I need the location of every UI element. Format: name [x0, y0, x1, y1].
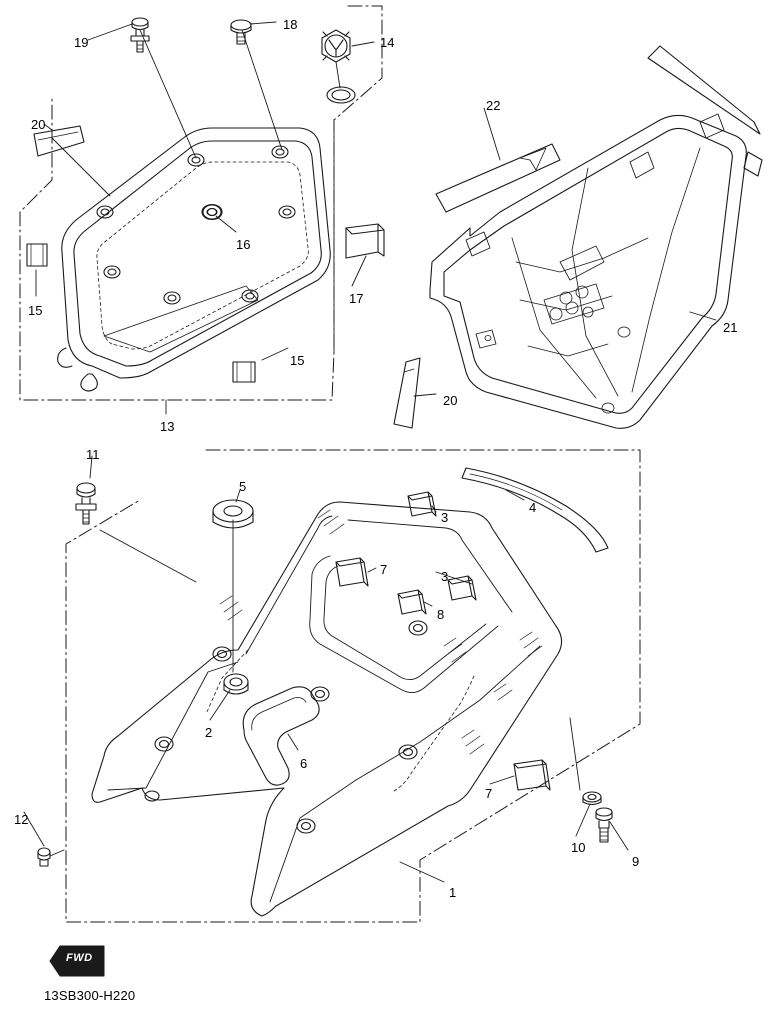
callout-number: 2: [205, 725, 213, 740]
assembly-boundary-13: [20, 6, 382, 400]
callout-number: 22: [486, 98, 501, 113]
part-3-clip-upper: [408, 492, 436, 516]
part-2-grommet: [224, 674, 248, 694]
callout-number: 3: [441, 569, 449, 584]
part-11-screw: [76, 483, 96, 524]
leader-lines: [24, 22, 716, 882]
part-22-hatch-top: [648, 46, 760, 134]
part-3-clip-lower: [448, 576, 476, 600]
callout-number: 13: [160, 419, 175, 434]
callout-number: 21: [723, 320, 738, 335]
callout-number: 6: [300, 756, 308, 771]
callout-number: 19: [74, 35, 89, 50]
callout-number: 9: [632, 854, 640, 869]
callout-number: 10: [571, 840, 586, 855]
part-8-clip: [398, 590, 426, 614]
callout-number: 4: [529, 500, 537, 515]
panel-13-holes: [97, 146, 295, 304]
part-20-strip-middle: [394, 358, 420, 428]
part-15-clip-right: [233, 362, 255, 382]
part-16-grommet: [202, 205, 222, 220]
callout-number: 7: [485, 786, 493, 801]
callout-number: 1: [449, 885, 457, 900]
callout-number: 20: [443, 393, 458, 408]
callout-number: 11: [86, 447, 100, 462]
part-9-bolt: [596, 808, 612, 842]
callout-number: 15: [28, 303, 43, 318]
callout-number: 7: [380, 562, 388, 577]
part-19-screw: [131, 18, 149, 52]
part-21-hatch-side: [744, 152, 762, 176]
part-6-seal: [243, 687, 319, 785]
fwd-label: FWD: [66, 952, 93, 964]
callout-number: 3: [441, 510, 449, 525]
part-17-damper: [346, 224, 384, 258]
callout-number: 12: [14, 812, 29, 827]
part-14-emblem: [322, 30, 355, 103]
callout-number: 16: [236, 237, 251, 252]
part-code-label: 13SB300-H220: [44, 988, 136, 1003]
part-18-screw: [231, 20, 251, 44]
callout-number: 18: [283, 17, 298, 32]
callout-number: 5: [239, 479, 247, 494]
callout-number: 8: [437, 607, 445, 622]
part-7-damper-lower: [514, 760, 550, 790]
part-15-clip-left: [27, 244, 47, 266]
part-7-damper-upper: [336, 558, 368, 586]
callout-number: 17: [349, 291, 364, 306]
callout-number: 14: [380, 35, 395, 50]
callout-number: 15: [290, 353, 305, 368]
callout-number: 20: [31, 117, 46, 132]
part-12-pin: [38, 848, 64, 866]
part-21-inner-frame: [430, 114, 746, 428]
part-10-washer: [583, 792, 601, 805]
side-cover-panel-13: [58, 128, 331, 391]
